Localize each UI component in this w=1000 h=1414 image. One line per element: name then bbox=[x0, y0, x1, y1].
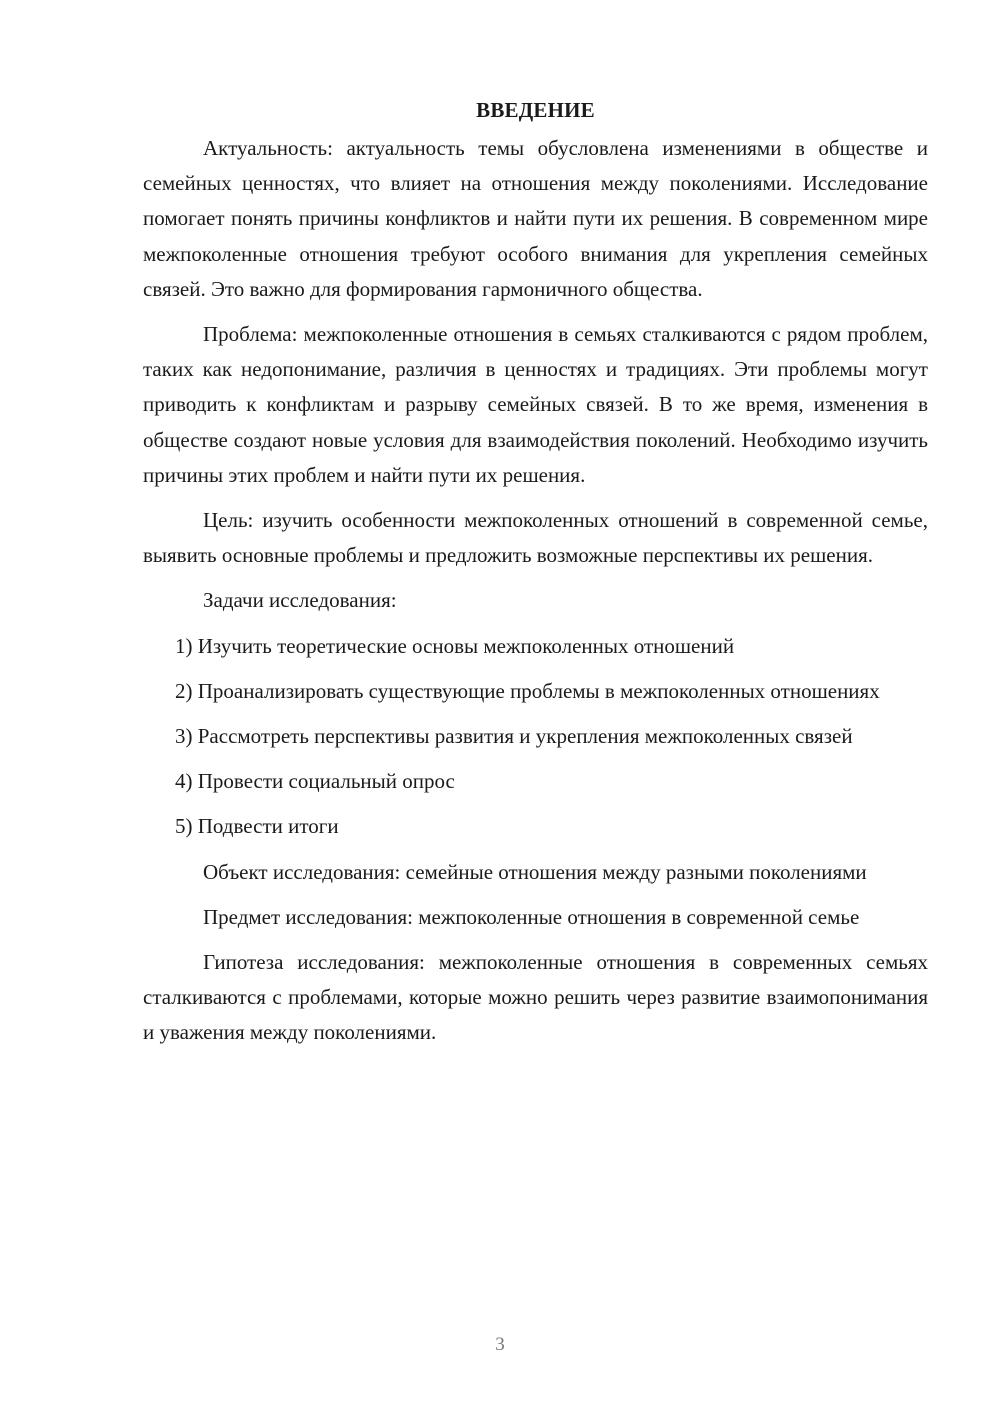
relevance-paragraph: Актуальность: актуальность темы обусловлена изменениями в обществе и семейных ценностях, что влияет на отношения между поколениями. Исследование помогает понять причины конфликтов и найти пути их решения. В современном мире межпоколенные отношения требуют особого внимания для укрепления семейных связей. Это важно для формирования гармоничного общества. bbox=[143, 136, 928, 301]
task-item-5: 5) Подвести итоги bbox=[175, 814, 339, 839]
problem-paragraph: Проблема: межпоколенные отношения в семьях сталкиваются с рядом проблем, таких как недопонимание, различия в ценностях и традициях. Эти проблемы могут приводить к конфликтам и разрыву семейных связей. В то же время, изменения в обществе создают новые условия для взаимодействия поколений. Необходимо изучить причины этих проблем и найти пути их решения. bbox=[143, 322, 928, 487]
task-item-3: 3) Рассмотреть перспективы развития и укрепления межпоколенных связей bbox=[175, 724, 853, 749]
task-item-2: 2) Проанализировать существующие проблемы в межпоколенных отношениях bbox=[175, 678, 880, 703]
task-item-1: 1) Изучить теоретические основы межпоколенных отношений bbox=[175, 633, 735, 658]
subject-paragraph: Предмет исследования: межпоколенные отношения в современной семье bbox=[203, 904, 860, 929]
section-heading: ВВЕДЕНИЕ bbox=[476, 98, 595, 122]
task-item-4: 4) Провести социальный опрос bbox=[175, 769, 455, 794]
object-paragraph: Объект исследования: семейные отношения между разными поколениями bbox=[203, 859, 867, 884]
page-number: 3 bbox=[495, 1334, 505, 1355]
hypothesis-paragraph: Гипотеза исследования: межпоколенные отношения в современных семьях сталкиваются с проблемами, которые можно решить через развитие взаимопонимания и уважения между поколениями. bbox=[143, 950, 928, 1045]
goal-paragraph: Цель: изучить особенности межпоколенных отношений в современной семье, выявить основные проблемы и предложить возможные перспективы их решения. bbox=[143, 508, 928, 568]
tasks-heading: Задачи исследования: bbox=[203, 588, 397, 613]
document-page bbox=[143, 92, 928, 1332]
